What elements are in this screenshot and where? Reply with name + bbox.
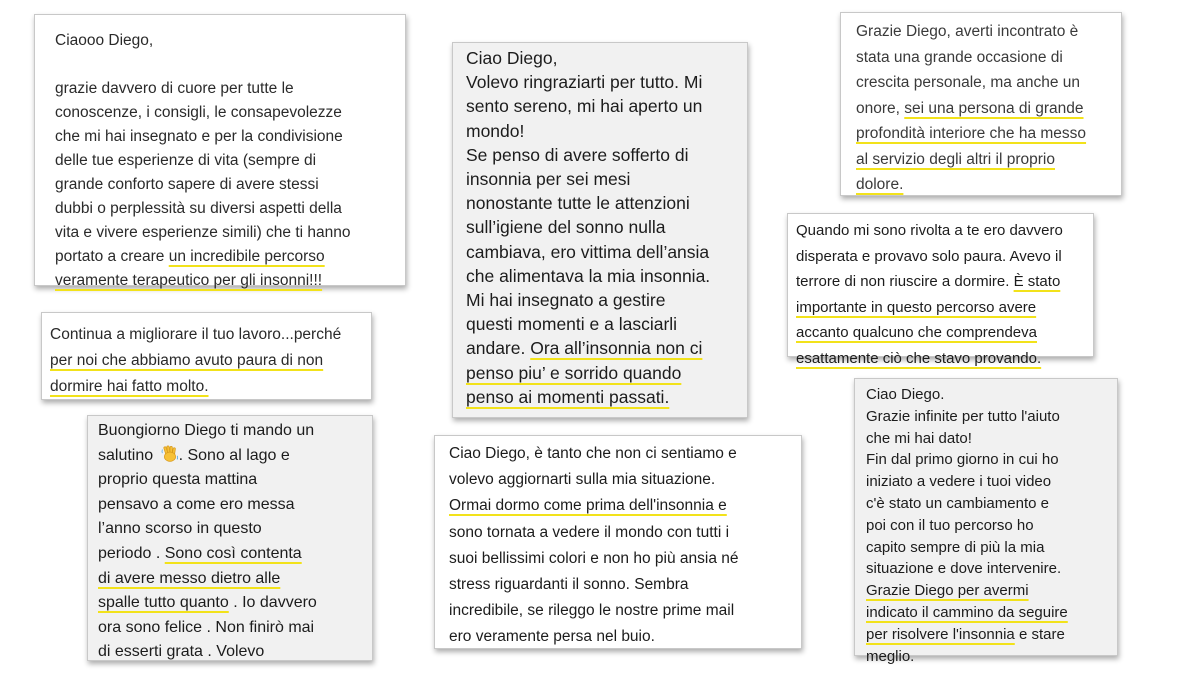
message-text: nonostante tutte le attenzioni [466,193,690,214]
message-line [55,197,395,221]
message-text: Continua a migliorare il tuo lavoro...perché [50,326,342,343]
message-line [466,191,739,215]
message-text: portato a creare [55,248,169,265]
message-line [449,493,795,519]
message-line [466,215,739,239]
message-text: incredibile, se rileggo le nostre prime mail [449,602,735,620]
message-text: grande conforto sapere di avere stessi [55,176,319,193]
highlighted-text: dolore. [856,176,904,193]
message-line [449,598,795,624]
message-line [466,143,739,167]
highlighted-text: al servizio degli altri il proprio [856,150,1055,168]
message-text: che mi hai insegnato e per la condivisione [55,128,343,145]
testimonial-card-3 [840,12,1122,196]
message-line [98,640,366,665]
message-line [866,515,1111,537]
message-text: Grazie Diego, averti incontrato è [856,23,1079,40]
message-line [55,125,395,149]
message-text: salutino [98,446,158,464]
message-line [866,471,1111,493]
message-text: sento sereno, mi hai aperto un [466,96,703,117]
highlighted-text: sei una persona di grande [904,99,1084,117]
message-line [856,172,1113,198]
testimonial-card-4 [787,213,1094,367]
message-text: stata una grande occasione di [856,48,1063,66]
message-text: . Sono al lago e [178,446,290,464]
message-text: Fin dal primo giorno in cui ho [866,451,1059,469]
highlighted-text: È stato [1013,273,1061,290]
message-line [866,602,1111,624]
message-text: terrore di non riuscire a dormire. [796,273,1014,290]
message-line [98,419,366,444]
message-line [866,493,1111,515]
message-text: volevo aggiornarti sulla mia situazione. [449,471,716,489]
message-text: e stare [1014,625,1065,643]
message-text: Se penso di avere sofferto di [466,144,689,165]
message-line [55,221,395,245]
message-text: Ciao Diego. [866,386,945,403]
highlighted-text: accanto qualcuno che comprendeva [796,324,1037,341]
message-line [866,406,1111,428]
message-text: Quando mi sono rivolta a te ero davvero [796,222,1063,239]
message-line [466,336,739,360]
message-line [449,546,795,572]
message-text: stress riguardanti il sonno. Sembra [449,576,689,594]
highlighted-text: dormire hai fatto molto. [50,378,209,395]
message-text: Mi hai insegnato a gestire [466,290,666,311]
testimonial-card-6 [87,415,373,661]
message-line [449,624,795,650]
message-line [466,240,739,264]
testimonial-card-2 [452,42,748,418]
message-line [866,428,1111,450]
message-line [866,537,1111,559]
message-text: mondo! [466,120,525,141]
message-text: vita e vivere esperienze simili) che ti hanno [55,224,351,241]
message-text: grazie davvero di cuore per tutte le [55,80,294,97]
message-line [866,558,1111,580]
message-line [98,567,366,592]
message-line [866,449,1111,471]
message-line [98,542,366,567]
highlighted-text: veramente terapeutico per gli insonni!!! [55,272,323,289]
message-text: l’anno scorso in questo [98,520,262,538]
message-line [449,467,795,493]
message-line [796,244,1087,270]
message-text: che mi hai dato! [866,429,972,447]
highlighted-text: indicato il cammino da seguire [866,603,1068,621]
message-line [55,101,395,125]
message-line [55,245,395,269]
highlighted-text: spalle tutto quanto [98,594,229,612]
message-line [449,520,795,546]
message-line [856,96,1113,122]
highlighted-text: penso ai momenti passati. [466,386,670,407]
message-text: andare. [466,338,531,359]
message-line [466,385,739,409]
message-line [866,580,1111,602]
message-text: situazione e dove intervenire. [866,560,1062,578]
message-text: sull’igiene del sonno nulla [466,217,666,238]
testimonial-card-1 [34,14,406,289]
message-line [796,218,1087,244]
message-text: Grazie infinite per tutto l'aiuto [866,407,1060,425]
message-text: disperata e provavo solo paura. Avevo il [796,247,1062,265]
message-text: Buongiorno Diego ti mando un [98,422,315,439]
highlighted-text: per risolvere l'insonnia [866,625,1015,643]
message-text: ero veramente persa nel buio. [449,628,655,646]
message-line [55,149,395,173]
message-line [466,264,739,288]
message-line [55,29,395,53]
message-text: pensavo a come ero messa [98,495,295,513]
highlighted-text: Grazie Diego per avermi [866,582,1029,600]
message-line [866,384,1111,406]
message-text: di esserti grata . Volevo [98,643,265,661]
message-line [466,119,739,143]
message-line [98,591,366,616]
message-text: questi momenti e a lasciarli [466,314,678,335]
highlighted-text: Ora all’insonnia non ci [530,338,703,359]
message-text: Ciao Diego, [466,48,558,68]
testimonial-card-8 [854,378,1118,665]
message-line [50,348,365,374]
message-line [55,53,395,77]
highlighted-text: per noi che abbiamo avuto paura di non [50,352,324,369]
message-text: meglio. [866,647,915,665]
message-text: . Io davvero [228,594,317,612]
message-text: poi con il tuo percorso ho [866,516,1034,534]
message-line [856,19,1113,45]
message-text: c'è stato un cambiamento e [866,494,1049,512]
message-line [856,70,1113,96]
message-line [55,173,395,197]
highlighted-text: esattamente ciò che stavo provando. [796,349,1042,367]
message-text: delle tue esperienze di vita (sempre di [55,152,317,169]
highlighted-text: un incredibile percorso [168,248,325,265]
message-line [796,320,1087,346]
message-line [98,493,366,518]
message-text: Ciaooo Diego, [55,32,154,49]
message-text: onore, [856,99,905,117]
message-line [856,45,1113,71]
message-line [866,646,1111,668]
message-line [856,147,1113,173]
message-line [98,444,366,469]
message-text: che alimentava la mia insonnia. [466,265,711,286]
message-line [466,312,739,336]
message-line [466,70,739,94]
highlighted-text: profondità interiore che ha messo [856,125,1087,142]
message-line [55,269,395,293]
message-line [796,346,1087,372]
highlighted-text: di avere messo dietro alle [98,569,281,587]
message-text: Ciao Diego, è tanto che non ci sentiamo e [449,445,737,462]
highlighted-text: Ormai dormo come prima dell'insonnia e [449,497,727,515]
message-line [466,94,739,118]
message-line [466,167,739,191]
message-text: conoscenze, i consigli, le consapevolezze [55,104,342,121]
message-line [449,572,795,598]
testimonial-card-7 [434,435,802,649]
message-text: Volevo ringraziarti per tutto. Mi [466,72,703,93]
message-text: insonnia per sei mesi [466,169,631,190]
message-line [856,121,1113,147]
message-text: cambiava, ero vittima dell’ansia [466,241,710,262]
message-line [796,295,1087,321]
message-line [98,517,366,542]
message-line [466,288,739,312]
highlighted-text: importante in questo percorso avere [796,298,1037,316]
message-text: ora sono felice . Non finirò mai [98,618,315,636]
message-text: capito sempre di più la mia [866,538,1045,556]
waving-hand-icon [161,445,179,463]
testimonial-card-5 [41,312,372,400]
message-text: dubbi o perplessità su diversi aspetti della [55,200,342,217]
message-text: crescita personale, ma anche un [856,74,1081,91]
message-text: proprio questa mattina [98,471,258,489]
highlighted-text: penso piu’ e sorrido quando [466,362,682,383]
message-line [449,441,795,467]
highlighted-text: Sono così contenta [164,544,302,562]
message-line [466,361,739,385]
message-text: periodo . [98,544,165,562]
message-line [50,322,365,348]
message-text: suoi bellissimi colori e non ho più ansia né [449,549,739,567]
message-line [466,46,739,70]
message-text: sono tornata a vedere il mondo con tutti i [449,523,730,541]
message-line [98,616,366,641]
message-line [98,468,366,493]
message-text: iniziato a vedere i tuoi video [866,473,1052,491]
message-line [50,374,365,400]
message-line [796,269,1087,295]
message-line [55,77,395,101]
message-line [866,624,1111,646]
